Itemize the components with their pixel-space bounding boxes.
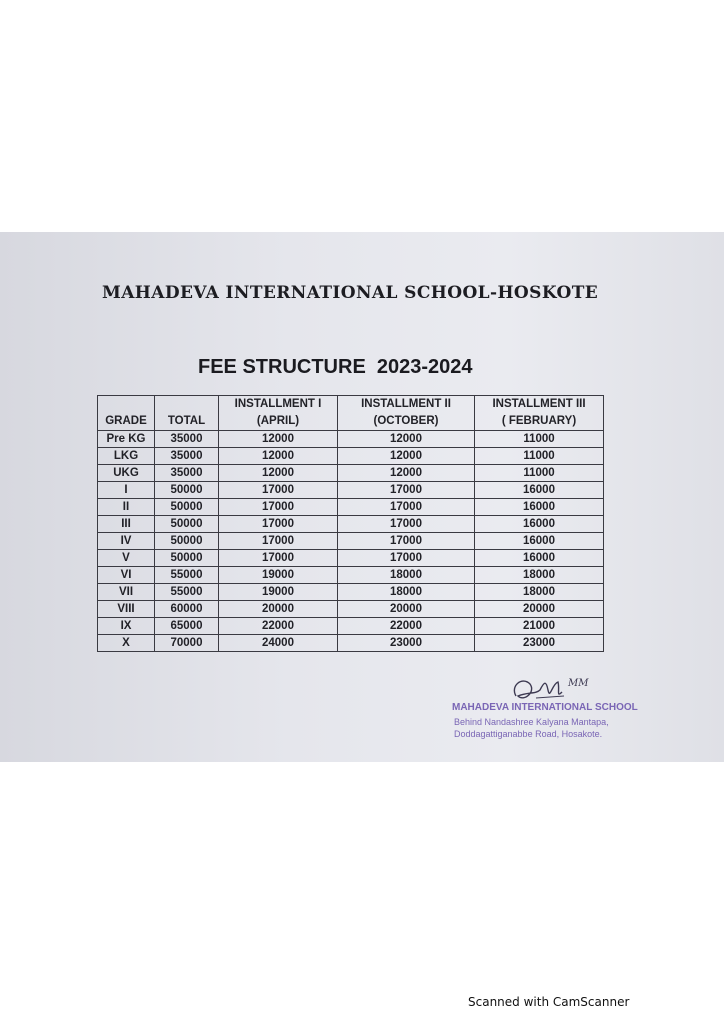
installment-1-cell: 12000 <box>219 448 338 465</box>
grade-cell: I <box>98 482 155 499</box>
installment-3-cell: 18000 <box>475 567 604 584</box>
total-cell: 50000 <box>155 550 219 567</box>
installment-3-cell: 11000 <box>475 431 604 448</box>
installment-3-cell: 20000 <box>475 601 604 618</box>
installment-3-cell: 16000 <box>475 499 604 516</box>
grade-cell: VII <box>98 584 155 601</box>
installment-2-cell: 17000 <box>338 499 475 516</box>
total-cell: 35000 <box>155 448 219 465</box>
grade-cell: II <box>98 499 155 516</box>
grade-cell: V <box>98 550 155 567</box>
total-cell: 60000 <box>155 601 219 618</box>
table-row <box>98 550 604 567</box>
table-row <box>98 635 604 652</box>
school-stamp <box>452 672 638 744</box>
installment-2-cell: 18000 <box>338 567 475 584</box>
grade-cell: VIII <box>98 601 155 618</box>
installment-2-cell: 22000 <box>338 618 475 635</box>
stamp-address-line-1: Behind Nandashree Kalyana Mantapa, <box>454 717 609 727</box>
table-row <box>98 601 604 618</box>
installment-3-cell: 16000 <box>475 533 604 550</box>
installment-1-cell: 20000 <box>219 601 338 618</box>
fee-structure-title: FEE STRUCTURE 2023-2024 <box>198 356 473 378</box>
installment-2-cell: 12000 <box>338 448 475 465</box>
installment-1-cell: 17000 <box>219 516 338 533</box>
camscanner-watermark: Scanned with CamScanner <box>468 995 630 1009</box>
installment-2-cell: 17000 <box>338 516 475 533</box>
table-row <box>98 499 604 516</box>
stamp-address-line-2: Doddagattiganabbe Road, Hosakote. <box>454 729 603 739</box>
installment-2-cell: 12000 <box>338 431 475 448</box>
total-cell: 55000 <box>155 567 219 584</box>
total-cell: 65000 <box>155 618 219 635</box>
grade-cell: LKG <box>98 448 155 465</box>
grade-cell: IX <box>98 618 155 635</box>
installment-1-cell: 17000 <box>219 550 338 567</box>
installment-1-cell: 22000 <box>219 618 338 635</box>
header-installment-2: INSTALLMENT II (OCTOBER) <box>338 396 475 431</box>
installment-3-cell: 16000 <box>475 550 604 567</box>
total-cell: 55000 <box>155 584 219 601</box>
total-cell: 50000 <box>155 533 219 550</box>
school-title: MAHADEVA INTERNATIONAL SCHOOL-HOSKOTE <box>102 283 599 303</box>
installment-3-cell: 23000 <box>475 635 604 652</box>
table-row <box>98 618 604 635</box>
table-row <box>98 431 604 448</box>
installment-1-cell: 12000 <box>219 465 338 482</box>
table-row <box>98 584 604 601</box>
header-grade: GRADE <box>98 396 155 431</box>
signature-initials: MM <box>568 678 589 689</box>
table-row <box>98 533 604 550</box>
installment-3-cell: 18000 <box>475 584 604 601</box>
total-cell: 35000 <box>155 431 219 448</box>
table-row <box>98 448 604 465</box>
header-total: TOTAL <box>155 396 219 431</box>
grade-cell: Pre KG <box>98 431 155 448</box>
grade-cell: III <box>98 516 155 533</box>
installment-2-cell: 18000 <box>338 584 475 601</box>
table-row <box>98 516 604 533</box>
installment-1-cell: 19000 <box>219 584 338 601</box>
installment-2-cell: 12000 <box>338 465 475 482</box>
installment-2-cell: 17000 <box>338 533 475 550</box>
installment-1-cell: 24000 <box>219 635 338 652</box>
installment-1-cell: 17000 <box>219 499 338 516</box>
installment-3-cell: 16000 <box>475 516 604 533</box>
header-installment-3: INSTALLMENT III ( FEBRUARY) <box>475 396 604 431</box>
table-row <box>98 465 604 482</box>
installment-2-cell: 23000 <box>338 635 475 652</box>
grade-cell: VI <box>98 567 155 584</box>
installment-2-cell: 17000 <box>338 550 475 567</box>
table-header-row <box>98 396 604 431</box>
total-cell: 35000 <box>155 465 219 482</box>
installment-3-cell: 11000 <box>475 448 604 465</box>
installment-1-cell: 17000 <box>219 533 338 550</box>
installment-2-cell: 17000 <box>338 482 475 499</box>
header-installment-1: INSTALLMENT I (APRIL) <box>219 396 338 431</box>
total-cell: 70000 <box>155 635 219 652</box>
grade-cell: UKG <box>98 465 155 482</box>
installment-2-cell: 20000 <box>338 601 475 618</box>
grade-cell: IV <box>98 533 155 550</box>
total-cell: 50000 <box>155 516 219 533</box>
table-row <box>98 482 604 499</box>
stamp-school-name: MAHADEVA INTERNATIONAL SCHOOL <box>452 702 638 713</box>
installment-1-cell: 17000 <box>219 482 338 499</box>
installment-1-cell: 12000 <box>219 431 338 448</box>
signature-icon <box>506 672 616 706</box>
installment-3-cell: 11000 <box>475 465 604 482</box>
grade-cell: X <box>98 635 155 652</box>
installment-3-cell: 21000 <box>475 618 604 635</box>
installment-3-cell: 16000 <box>475 482 604 499</box>
total-cell: 50000 <box>155 499 219 516</box>
fee-table <box>97 395 604 652</box>
installment-1-cell: 19000 <box>219 567 338 584</box>
table-row <box>98 567 604 584</box>
total-cell: 50000 <box>155 482 219 499</box>
